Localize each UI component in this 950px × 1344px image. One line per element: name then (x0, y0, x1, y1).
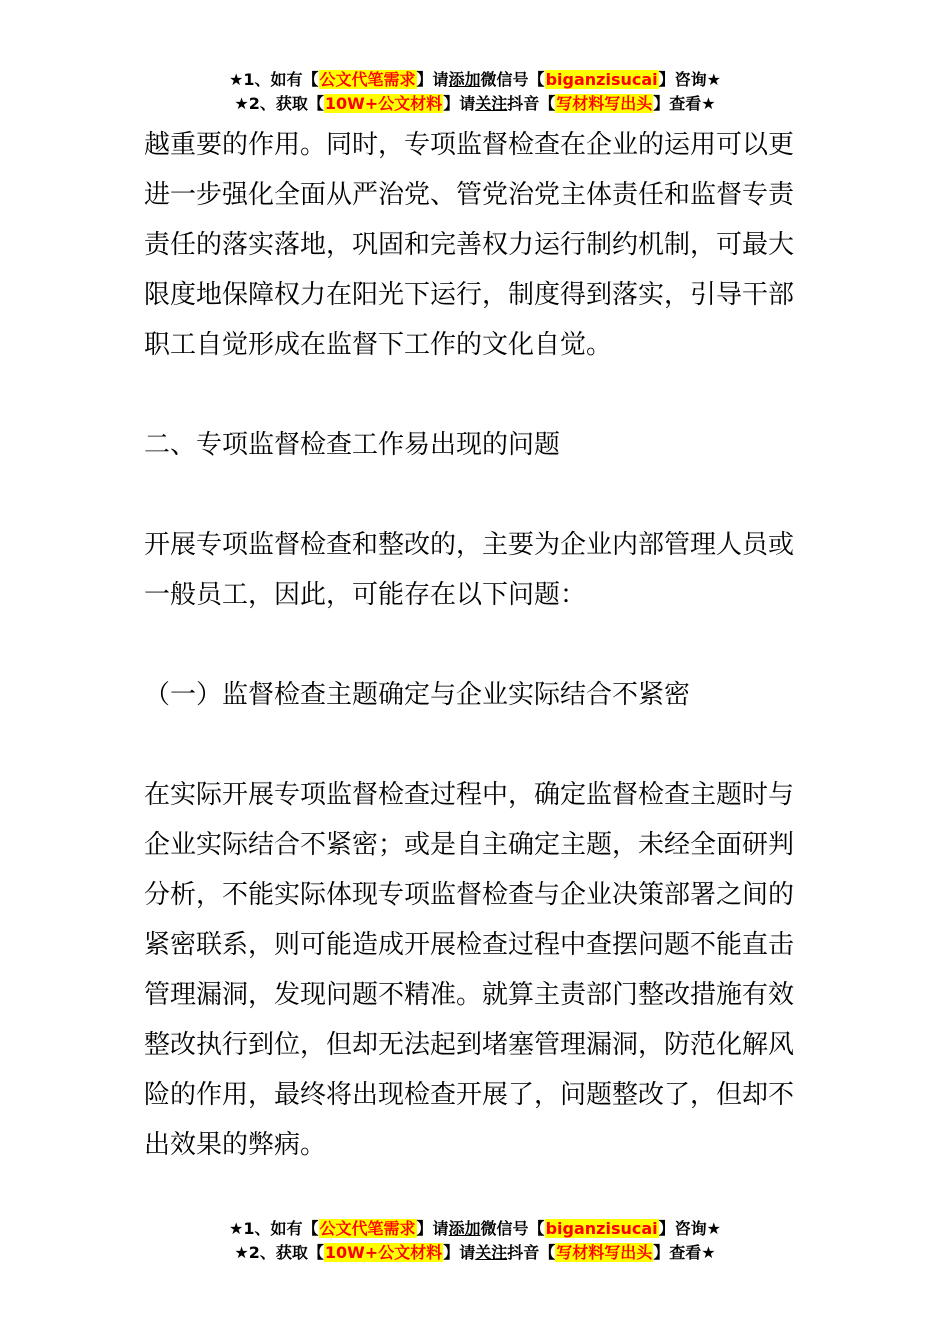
banner-text: ★2、获取【 (234, 94, 324, 113)
highlight-douyin: 写材料写出头 (556, 94, 653, 113)
highlight-service: 公文代笔需求 (319, 70, 416, 89)
paragraph-line: 在实际开展专项监督检查过程中，确定监督检查主题时与 (144, 780, 795, 810)
paragraph-line: 开展专项监督检查和整改的，主要为企业内部管理人员或 (144, 530, 795, 560)
banner-line-2 (0, 92, 950, 116)
paragraph-gap (144, 470, 806, 520)
banner-text: 】咨询★ (658, 1219, 721, 1238)
highlight-douyin: 写材料写出头 (556, 1243, 653, 1262)
banner-text: 】请 (443, 94, 476, 113)
paragraph-gap (144, 370, 806, 420)
paragraph-line: 限度地保障权力在阳光下运行，制度得到落实，引导干部 (144, 280, 795, 310)
banner-text: 】查看★ (653, 1243, 716, 1262)
banner-line-1 (0, 68, 950, 92)
paragraph-line: 责任的落实落地，巩固和完善权力运行制约机制，可最大 (144, 230, 795, 260)
paragraph-gap (144, 720, 806, 770)
banner-text: ★1、如有【 (229, 70, 319, 89)
footer-banner (0, 1217, 950, 1265)
document-body (144, 120, 806, 1170)
paragraph-line: 企业实际结合不紧密；或是自主确定主题，未经全面研判 (144, 830, 795, 860)
banner-text: 微信号【 (480, 1219, 545, 1238)
paragraph-line: 一般员工，因此，可能存在以下问题： (144, 580, 587, 610)
banner-text: 】咨询★ (658, 70, 721, 89)
paragraph-line: 分析，不能实际体现专项监督检查与企业决策部署之间的 (144, 880, 795, 910)
banner-underlined: 关注 (475, 1243, 508, 1262)
banner-line-1 (0, 1217, 950, 1241)
highlight-service: 公文代笔需求 (319, 1219, 416, 1238)
paragraph-line: 整改执行到位，但却无法起到堵塞管理漏洞，防范化解风 (144, 1030, 795, 1060)
highlight-materials: 10W+公文材料 (324, 1243, 443, 1262)
subsection-heading: （一）监督检查主题确定与企业实际结合不紧密 (144, 680, 691, 710)
banner-text: 】请 (443, 1243, 476, 1262)
banner-text: 】请 (416, 1219, 449, 1238)
highlight-wechat-id: biganzisucai (545, 70, 658, 89)
banner-text: 】查看★ (653, 94, 716, 113)
banner-underlined: 添加 (448, 1219, 481, 1238)
highlight-materials: 10W+公文材料 (324, 94, 443, 113)
banner-underlined: 关注 (475, 94, 508, 113)
header-banner (0, 68, 950, 116)
paragraph-line: 险的作用，最终将出现检查开展了，问题整改了，但却不 (144, 1080, 795, 1110)
banner-underlined: 添加 (448, 70, 481, 89)
paragraph-line: 紧密联系，则可能造成开展检查过程中查摆问题不能直击 (144, 930, 795, 960)
paragraph-line: 管理漏洞，发现问题不精准。就算主责部门整改措施有效 (144, 980, 795, 1010)
banner-text: ★1、如有【 (229, 1219, 319, 1238)
paragraph-line: 越重要的作用。同时，专项监督检查在企业的运用可以更 (144, 130, 795, 160)
paragraph-line: 出效果的弊病。 (144, 1130, 327, 1160)
paragraph-gap (144, 620, 806, 670)
banner-text: 】请 (416, 70, 449, 89)
banner-text: 抖音【 (507, 94, 556, 113)
paragraph-line: 职工自觉形成在监督下工作的文化自觉。 (144, 330, 613, 360)
paragraph-line: 进一步强化全面从严治党、管党治党主体责任和监督专责 (144, 180, 795, 210)
banner-text: 微信号【 (480, 70, 545, 89)
highlight-wechat-id: biganzisucai (545, 1219, 658, 1238)
section-heading: 二、专项监督检查工作易出现的问题 (144, 430, 561, 460)
banner-text: 抖音【 (507, 1243, 556, 1262)
banner-line-2 (0, 1241, 950, 1265)
banner-text: ★2、获取【 (234, 1243, 324, 1262)
